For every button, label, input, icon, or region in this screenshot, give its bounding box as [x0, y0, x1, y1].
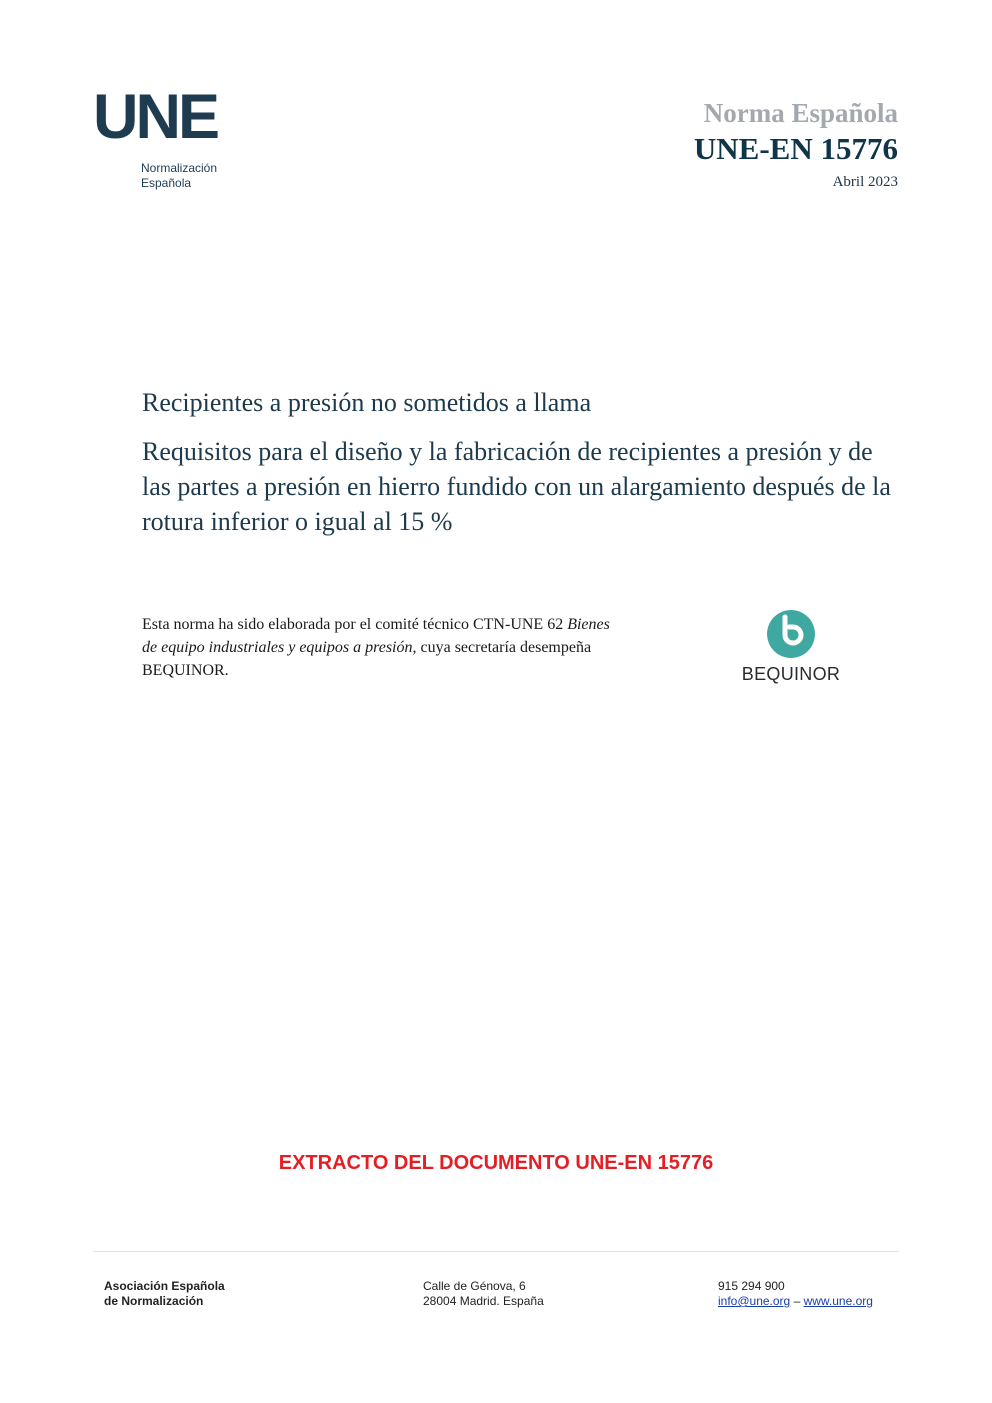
committee-statement [142, 613, 612, 682]
footer-phone: 915 294 900 [718, 1279, 785, 1293]
document-header [694, 96, 898, 191]
une-logo-subtitle [141, 161, 253, 191]
une-logo [93, 82, 253, 191]
standard-code: UNE-EN 15776 [693, 131, 898, 166]
footer-org-line2: de Normalización [104, 1294, 204, 1308]
footer-divider [93, 1251, 899, 1252]
footer-website-link[interactable]: www.une.org [803, 1294, 873, 1308]
footer-contact [718, 1279, 873, 1309]
une-logo-line2: Española [141, 176, 192, 190]
une-logo-wordmark: UNE [93, 82, 218, 152]
bequinor-logo [738, 608, 844, 685]
bequinor-label: BEQUINOR [741, 664, 841, 684]
document-titles [142, 386, 902, 539]
norma-label: Norma Española [703, 98, 898, 128]
footer-org-line1: Asociación Española [104, 1279, 225, 1293]
committee-name: Bienes de equipo industriales y equipos a presión [142, 616, 610, 656]
publication-date: Abril 2023 [832, 174, 898, 190]
extract-notice: EXTRACTO DEL DOCUMENTO UNE-EN 15776 [278, 1152, 714, 1174]
committee-text-end: , cuya secretaría desempeña BEQUINOR. [142, 639, 592, 679]
main-title: Recipientes a presión no sometidos a llama [142, 388, 592, 417]
footer-address [423, 1279, 544, 1309]
bequinor-icon [765, 608, 817, 660]
footer-organization [104, 1279, 225, 1309]
footer-links [718, 1294, 873, 1309]
subtitle: Requisitos para el diseño y la fabricación de recipientes a presión y de las partes a presión en hierro fundido con un alargamiento después de la rotura inferior o igual al 15 % [142, 437, 891, 536]
footer-address-line2: 28004 Madrid. España [423, 1294, 544, 1308]
une-logo-line1: Normalización [141, 161, 218, 175]
footer-link-separator: – [790, 1294, 804, 1308]
footer-email-link[interactable]: info@une.org [718, 1294, 791, 1308]
footer-address-line1: Calle de Génova, 6 [423, 1279, 526, 1293]
committee-text-start: Esta norma ha sido elaborada por el comité técnico CTN-UNE 62 [142, 616, 568, 633]
